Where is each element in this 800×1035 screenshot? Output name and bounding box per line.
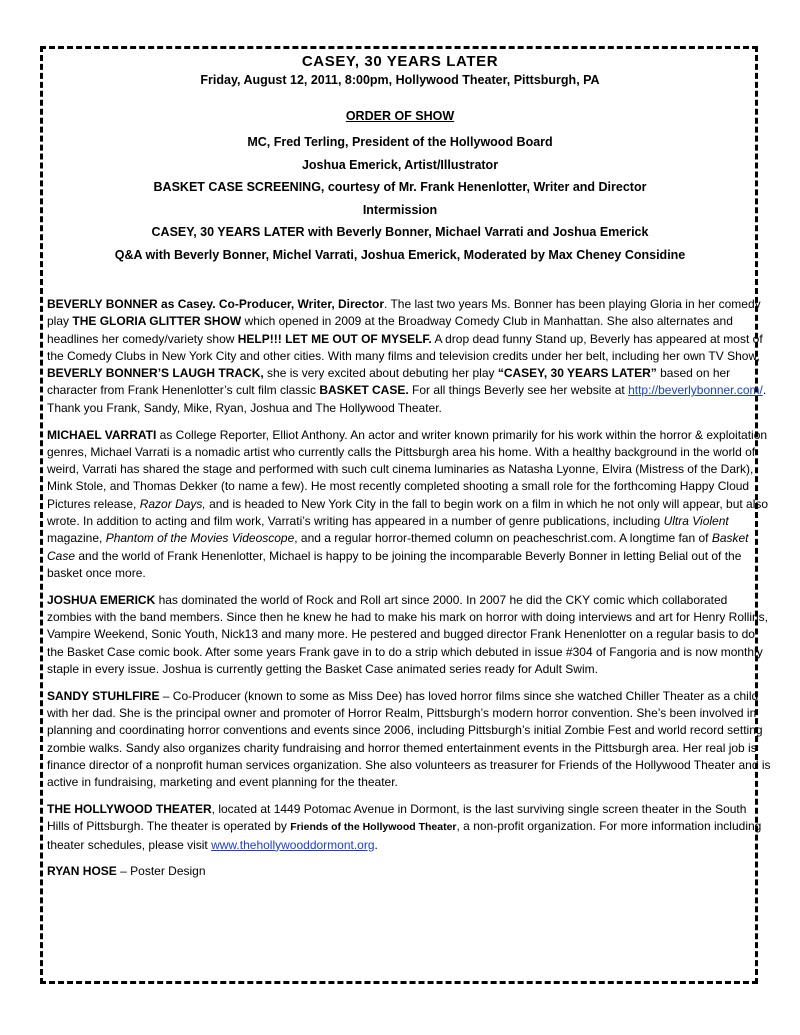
bio-text: , located at 1449 Potomac Avenue in Dormont, is the last surviving single screen theater in the South Hills of Pittsburgh. The theater is operated by xyxy=(47,802,747,834)
order-item-qa: Q&A with Beverly Bonner, Michel Varrati, Joshua Emerick, Moderated by Max Cheney Considine xyxy=(114,247,686,262)
bio-text: . xyxy=(374,837,378,852)
bio-sandy-stuhlfire xyxy=(47,688,772,792)
bio-michael-varrati xyxy=(47,427,772,583)
bio-role: as Casey. Co-Producer, Writer, Director xyxy=(157,297,385,311)
theater-website-link[interactable]: www.thehollywooddormont.org xyxy=(211,837,375,852)
bio-hollywood-theater xyxy=(47,801,772,854)
bio-text: and the world of Frank Henenlotter, Michael is happy to be joining the incomparable Beverly Bonner in letting Belial out of the basket once more. xyxy=(47,548,742,580)
order-item-screening: BASKET CASE SCREENING, courtesy of Mr. Frank Henenlotter, Writer and Director xyxy=(153,180,647,194)
bio-text: and is headed to New York City in the fall to begin work on a film in which he not only will appear, but also wrote. In addition to acting and film work, Varrati’s writing has appeared in a number of genre publications, including xyxy=(47,496,769,529)
order-of-show-heading: ORDER OF SHOW xyxy=(345,109,455,123)
show-title: BASKET CASE. xyxy=(319,383,409,398)
page-title: CASEY, 30 YEARS LATER xyxy=(301,53,499,70)
event-subtitle: Friday, August 12, 2011, 8:00pm, Hollywood Theater, Pittsburgh, PA xyxy=(200,73,600,87)
film-title: Razor Days, xyxy=(139,496,206,511)
bio-ryan-hose xyxy=(47,863,772,880)
bio-joshua-emerick xyxy=(47,592,772,678)
bio-text: For all things Beverly see her website at xyxy=(408,383,629,398)
bio-name: JOSHUA EMERICK xyxy=(47,592,156,607)
bio-text: , and a regular horror-themed column on peacheschrist.com. A longtime fan of xyxy=(294,531,712,546)
order-of-show-list xyxy=(0,131,800,266)
bio-text: she is very excited about debuting her play xyxy=(263,366,498,381)
publication-title: Phantom of the Movies Videoscope xyxy=(105,531,295,546)
bio-text: A drop dead funny Stand up, Beverly has appeared at most of the Comedy Clubs in New York City and other cities. With many films and television credits under her belt, including her own TV Show, xyxy=(47,331,763,363)
bio-text: – Poster Design xyxy=(116,864,206,879)
bios-section xyxy=(47,296,772,890)
bio-name: MICHAEL VARRATI xyxy=(47,427,157,442)
bio-name: RYAN HOSE xyxy=(47,864,117,879)
show-title: HELP!!! LET ME OUT OF MYSELF. xyxy=(237,331,432,346)
org-name: Friends of the Hollywood Theater xyxy=(290,821,457,834)
bio-name: SANDY STUHLFIRE xyxy=(47,688,160,703)
film-title: Basket Case xyxy=(47,531,749,563)
show-title: THE GLORIA GLITTER SHOW xyxy=(72,314,242,329)
bio-name: BEVERLY BONNER xyxy=(47,297,158,311)
order-item-mc: MC, Fred Terling, President of the Hollywood Board xyxy=(247,135,553,149)
bio-text: , a non-profit organization. For more information including theater schedules, please visit xyxy=(47,819,762,852)
show-title: “CASEY, 30 YEARS LATER” xyxy=(497,366,657,381)
order-item-intermission: Intermission xyxy=(362,202,438,217)
bio-text: as College Reporter, Elliot Anthony. An actor and writer known primarily for his work within the horror & exploitation genres, Michael Varrati is a nomadic artist who currently calls the Pittsburgh area his home. With a healthy background in the world of weird, Varrati has shared the stage and performed with such cult cinema luminaries as Natasha Lyonne, Elvira (Mistress of the Dark), Mink Stole, and Thomas Dekker (to name a few). He most recently completed shooting a small role for the forthcoming Happy Cloud Pictures release, xyxy=(47,427,768,511)
bio-name: THE HOLLYWOOD THEATER xyxy=(47,802,212,817)
bio-text: . The last two years Ms. Bonner has been playing Gloria in her comedy play xyxy=(47,297,761,329)
bio-beverly-bonner xyxy=(47,296,772,417)
bio-text: based on her character from Frank Henenlotter’s cult film classic xyxy=(47,366,731,398)
order-item-play: CASEY, 30 YEARS LATER with Beverly Bonner, Michael Varrati and Joshua Emerick xyxy=(151,225,649,239)
bio-text: – Co-Producer (known to some as Miss Dee) has loved horror films since she watched Chiller Theater as a child with her dad. She is the principal owner and promoter of Horror Realm, Pittsburgh’s modern horror convention. She’s been involved in planning and coordinating horror conventions and events since 2006, including Pittsburgh’s initial Zombie Fest and world record setting zombie walks. Sandy also organizes charity fundraising and horror themed entertainment events in the Pittsburgh area. Her real job is finance director of a nonprofit human services organization. She also volunteers as treasurer for Friends of the Hollywood Theater and is active in fundraising, marketing and event planning for the theater. xyxy=(47,688,771,790)
bio-text: . Thank you Frank, Sandy, Mike, Ryan, Joshua and The Hollywood Theater. xyxy=(47,383,767,415)
publication-title: Ultra Violent xyxy=(663,514,729,529)
order-item-artist: Joshua Emerick, Artist/Illustrator xyxy=(301,157,499,172)
show-title: BEVERLY BONNER’S LAUGH TRACK, xyxy=(47,366,264,381)
bio-text: has dominated the world of Rock and Roll art since 2000. In 2007 he did the CKY comic which collaborated zombies with the band members. Since then he knew he had to make his mark on horror with doing interviews and art for Henry Rollins, Vampire Weekend, Sonic Youth, Nick13 and many more. He pestered and bugged director Frank Henenlotter on a regular basis to do the Basket Case comic book. After some years Frank gave in to do a strip which debuted in issue #304 of Fangoria and is now monthly staple in every issue. Joshua is currently getting the Basket Case animated series ready for Adult Swim. xyxy=(47,592,769,676)
beverly-website-link[interactable]: http://beverlybonner.com/ xyxy=(628,383,763,398)
bio-text: magazine, xyxy=(47,531,106,546)
bio-text: which opened in 2009 at the Broadway Comedy Club in Manhattan. She also alternates and headlines her comedy/variety show xyxy=(47,314,733,346)
